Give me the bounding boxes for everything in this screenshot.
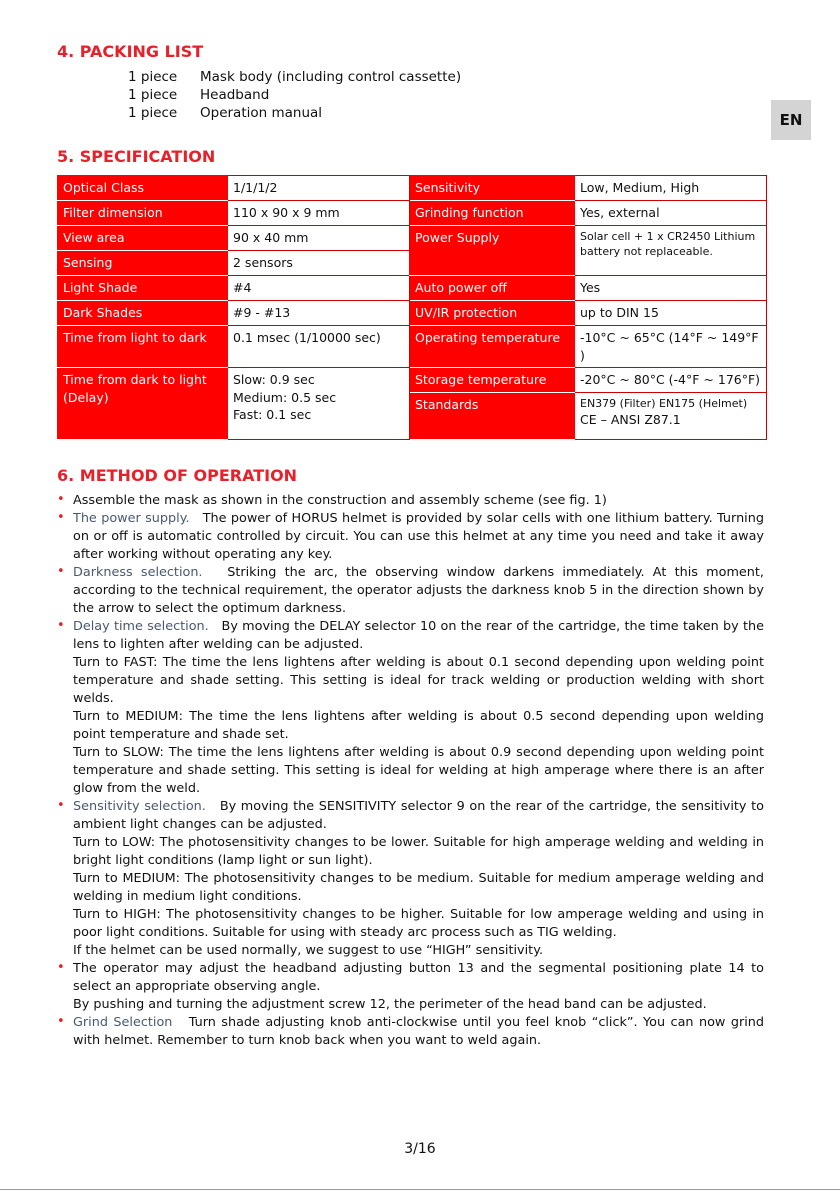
- op-text: Striking the arc, the observing window darkens immediately. At this moment, according to the technical requirement, the operator adjusts the darkness knob 5 in the direction shown by the arrow to select the optimum darkness.: [73, 565, 764, 616]
- packing-item: [128, 69, 461, 85]
- spec-label: Storage temperature: [410, 368, 575, 393]
- list-item: [57, 510, 764, 564]
- list-item: [57, 960, 764, 1014]
- packing-desc: Mask body (including control cassette): [200, 69, 462, 85]
- spec-value: 0.1 msec (1/10000 sec): [228, 326, 410, 368]
- table-row: [58, 301, 767, 326]
- spec-label: [58, 368, 228, 440]
- spec-value: [575, 393, 767, 440]
- spec-value: Yes, external: [575, 201, 767, 226]
- bullet-icon: •: [57, 492, 65, 507]
- spec-value: [228, 368, 410, 440]
- op-text: The power of HORUS helmet is provided by solar cells with one lithium battery. Turning on or off is automatic controlled by circuit. You can use this helmet at any time you need and take it away after working without operating any key.: [73, 511, 764, 562]
- op-subtext: By pushing and turning the adjustment screw 12, the perimeter of the head band can be adjusted.: [73, 997, 707, 1012]
- op-subtext: Turn to LOW: The photosensitivity changes to be lower. Suitable for high amperage welding and welding in bright light conditions (lamp light or sun light).: [73, 835, 764, 868]
- spec-label: Operating temperature: [410, 326, 575, 368]
- bullet-icon: •: [57, 564, 65, 579]
- op-subtext: Turn to MEDIUM: The time the lens lightens after welding is about 0.5 second depending upon welding point temperature and shade set.: [73, 709, 764, 742]
- spec-label: Light Shade: [58, 276, 228, 301]
- spec-label: Time from light to dark: [58, 326, 228, 368]
- spec-label: UV/IR protection: [410, 301, 575, 326]
- spec-label-line: Time from dark to light: [63, 372, 207, 387]
- spec-label: Sensing: [58, 251, 228, 276]
- op-subtext: Turn to SLOW: The time the lens lightens after welding is about 0.9 second depending upon welding point temperature and shade setting. This setting is ideal for welding at high amperage where there is an after glow from the weld.: [73, 745, 764, 796]
- table-row: [58, 226, 767, 251]
- spec-value-line: Medium: 0.5 sec: [233, 389, 337, 405]
- spec-label: Standards: [410, 393, 575, 440]
- list-item: [57, 564, 764, 618]
- packing-qty: 1 piece: [128, 87, 178, 103]
- op-subtext: Turn to HIGH: The photosensitivity changes to be higher. Suitable for low amperage welding and using in poor light conditions. Suitable for using with steady arc process such as TIG welding.: [73, 907, 764, 940]
- spec-value: 110 x 90 x 9 mm: [228, 201, 410, 226]
- op-lead: Grind Selection: [73, 1015, 173, 1030]
- spec-value-line: CE – ANSI Z87.1: [580, 412, 681, 428]
- operation-heading: 6. METHOD OF OPERATION: [57, 466, 298, 485]
- spec-value-line: Slow: 0.9 sec: [233, 372, 315, 387]
- op-text: By moving the SENSITIVITY selector 9 on the rear of the cartridge, the sensitivity to ambient light changes can be adjusted.: [73, 799, 764, 832]
- spec-label: Dark Shades: [58, 301, 228, 326]
- bullet-icon: •: [57, 1014, 65, 1029]
- spec-label: Power Supply: [410, 226, 575, 276]
- spec-value: #9 - #13: [228, 301, 410, 326]
- spec-value: 2 sensors: [228, 251, 410, 276]
- spec-label: Optical Class: [58, 176, 228, 201]
- list-item: [57, 492, 764, 510]
- list-item: [57, 798, 764, 960]
- packing-qty: 1 piece: [128, 105, 178, 121]
- spec-value: Solar cell + 1 x CR2450 Lithium battery not replaceable.: [575, 226, 767, 276]
- table-row: [58, 276, 767, 301]
- bullet-icon: •: [57, 510, 65, 525]
- spec-value: Low, Medium, High: [575, 176, 767, 201]
- op-text: Assemble the mask as shown in the construction and assembly scheme (see fig. 1): [73, 493, 607, 508]
- spec-label: Filter dimension: [58, 201, 228, 226]
- packing-qty: 1 piece: [128, 69, 178, 85]
- packing-item: [128, 105, 322, 121]
- spec-value: 1/1/1/2: [228, 176, 410, 201]
- packing-item: [128, 87, 269, 103]
- spec-label: Grinding function: [410, 201, 575, 226]
- spec-label: View area: [58, 226, 228, 251]
- op-lead: Delay time selection.: [73, 619, 209, 634]
- list-item: [57, 1014, 764, 1050]
- spec-value: up to DIN 15: [575, 301, 767, 326]
- spec-value-line: Fast: 0.1 sec: [233, 407, 312, 422]
- spec-value: -20°C ~ 80°C (-4°F ~ 176°F): [575, 368, 767, 393]
- bullet-icon: •: [57, 798, 65, 813]
- op-lead: Sensitivity selection.: [73, 799, 206, 814]
- op-lead: The power supply.: [73, 511, 190, 526]
- op-lead: Darkness selection.: [73, 565, 203, 580]
- spec-label-line: (Delay): [63, 389, 109, 405]
- page-number: 3/16: [404, 1141, 436, 1157]
- packing-desc: Headband: [200, 87, 270, 103]
- spec-label: Auto power off: [410, 276, 575, 301]
- bullet-icon: •: [57, 618, 65, 633]
- op-subtext: Turn to MEDIUM: The photosensitivity changes to be medium. Suitable for medium amperage welding and welding in medium light conditions.: [73, 871, 764, 904]
- op-subtext: If the helmet can be used normally, we suggest to use “HIGH” sensitivity.: [73, 943, 544, 958]
- op-text: The operator may adjust the headband adjusting button 13 and the segmental positioning plate 14 to select an appropriate observing angle.: [73, 961, 764, 994]
- table-row: [58, 326, 767, 368]
- spec-value: 90 x 40 mm: [228, 226, 410, 251]
- spec-value: Yes: [575, 276, 767, 301]
- bullet-icon: •: [57, 960, 65, 975]
- op-subtext: Turn to FAST: The time the lens lightens after welding is about 0.1 second depending upon welding point temperature and shade setting. This setting is ideal for track welding or production welding with short welds.: [73, 655, 764, 706]
- specification-table: [57, 175, 767, 440]
- spec-value: -10°C ~ 65°C (14°F ~ 149°F ): [575, 326, 767, 368]
- packing-list-heading: 4. PACKING LIST: [57, 42, 204, 61]
- spec-value-line: EN379 (Filter) EN175 (Helmet): [580, 397, 748, 410]
- list-item: [57, 618, 764, 798]
- packing-desc: Operation manual: [200, 105, 323, 121]
- table-row: [58, 201, 767, 226]
- specification-heading: 5. SPECIFICATION: [57, 147, 216, 166]
- operation-list: [57, 492, 764, 1050]
- language-badge: EN: [771, 100, 811, 140]
- spec-label: Sensitivity: [410, 176, 575, 201]
- op-text: Turn shade adjusting knob anti-clockwise until you feel knob “click”. You can now grind with helmet. Remember to turn knob back when you want to weld again.: [73, 1015, 764, 1048]
- table-row: [58, 176, 767, 201]
- spec-value: #4: [228, 276, 410, 301]
- divider: [0, 1189, 840, 1190]
- table-row: [58, 368, 767, 393]
- op-text: By moving the DELAY selector 10 on the rear of the cartridge, the time taken by the lens to lighten after welding can be adjusted.: [73, 619, 764, 652]
